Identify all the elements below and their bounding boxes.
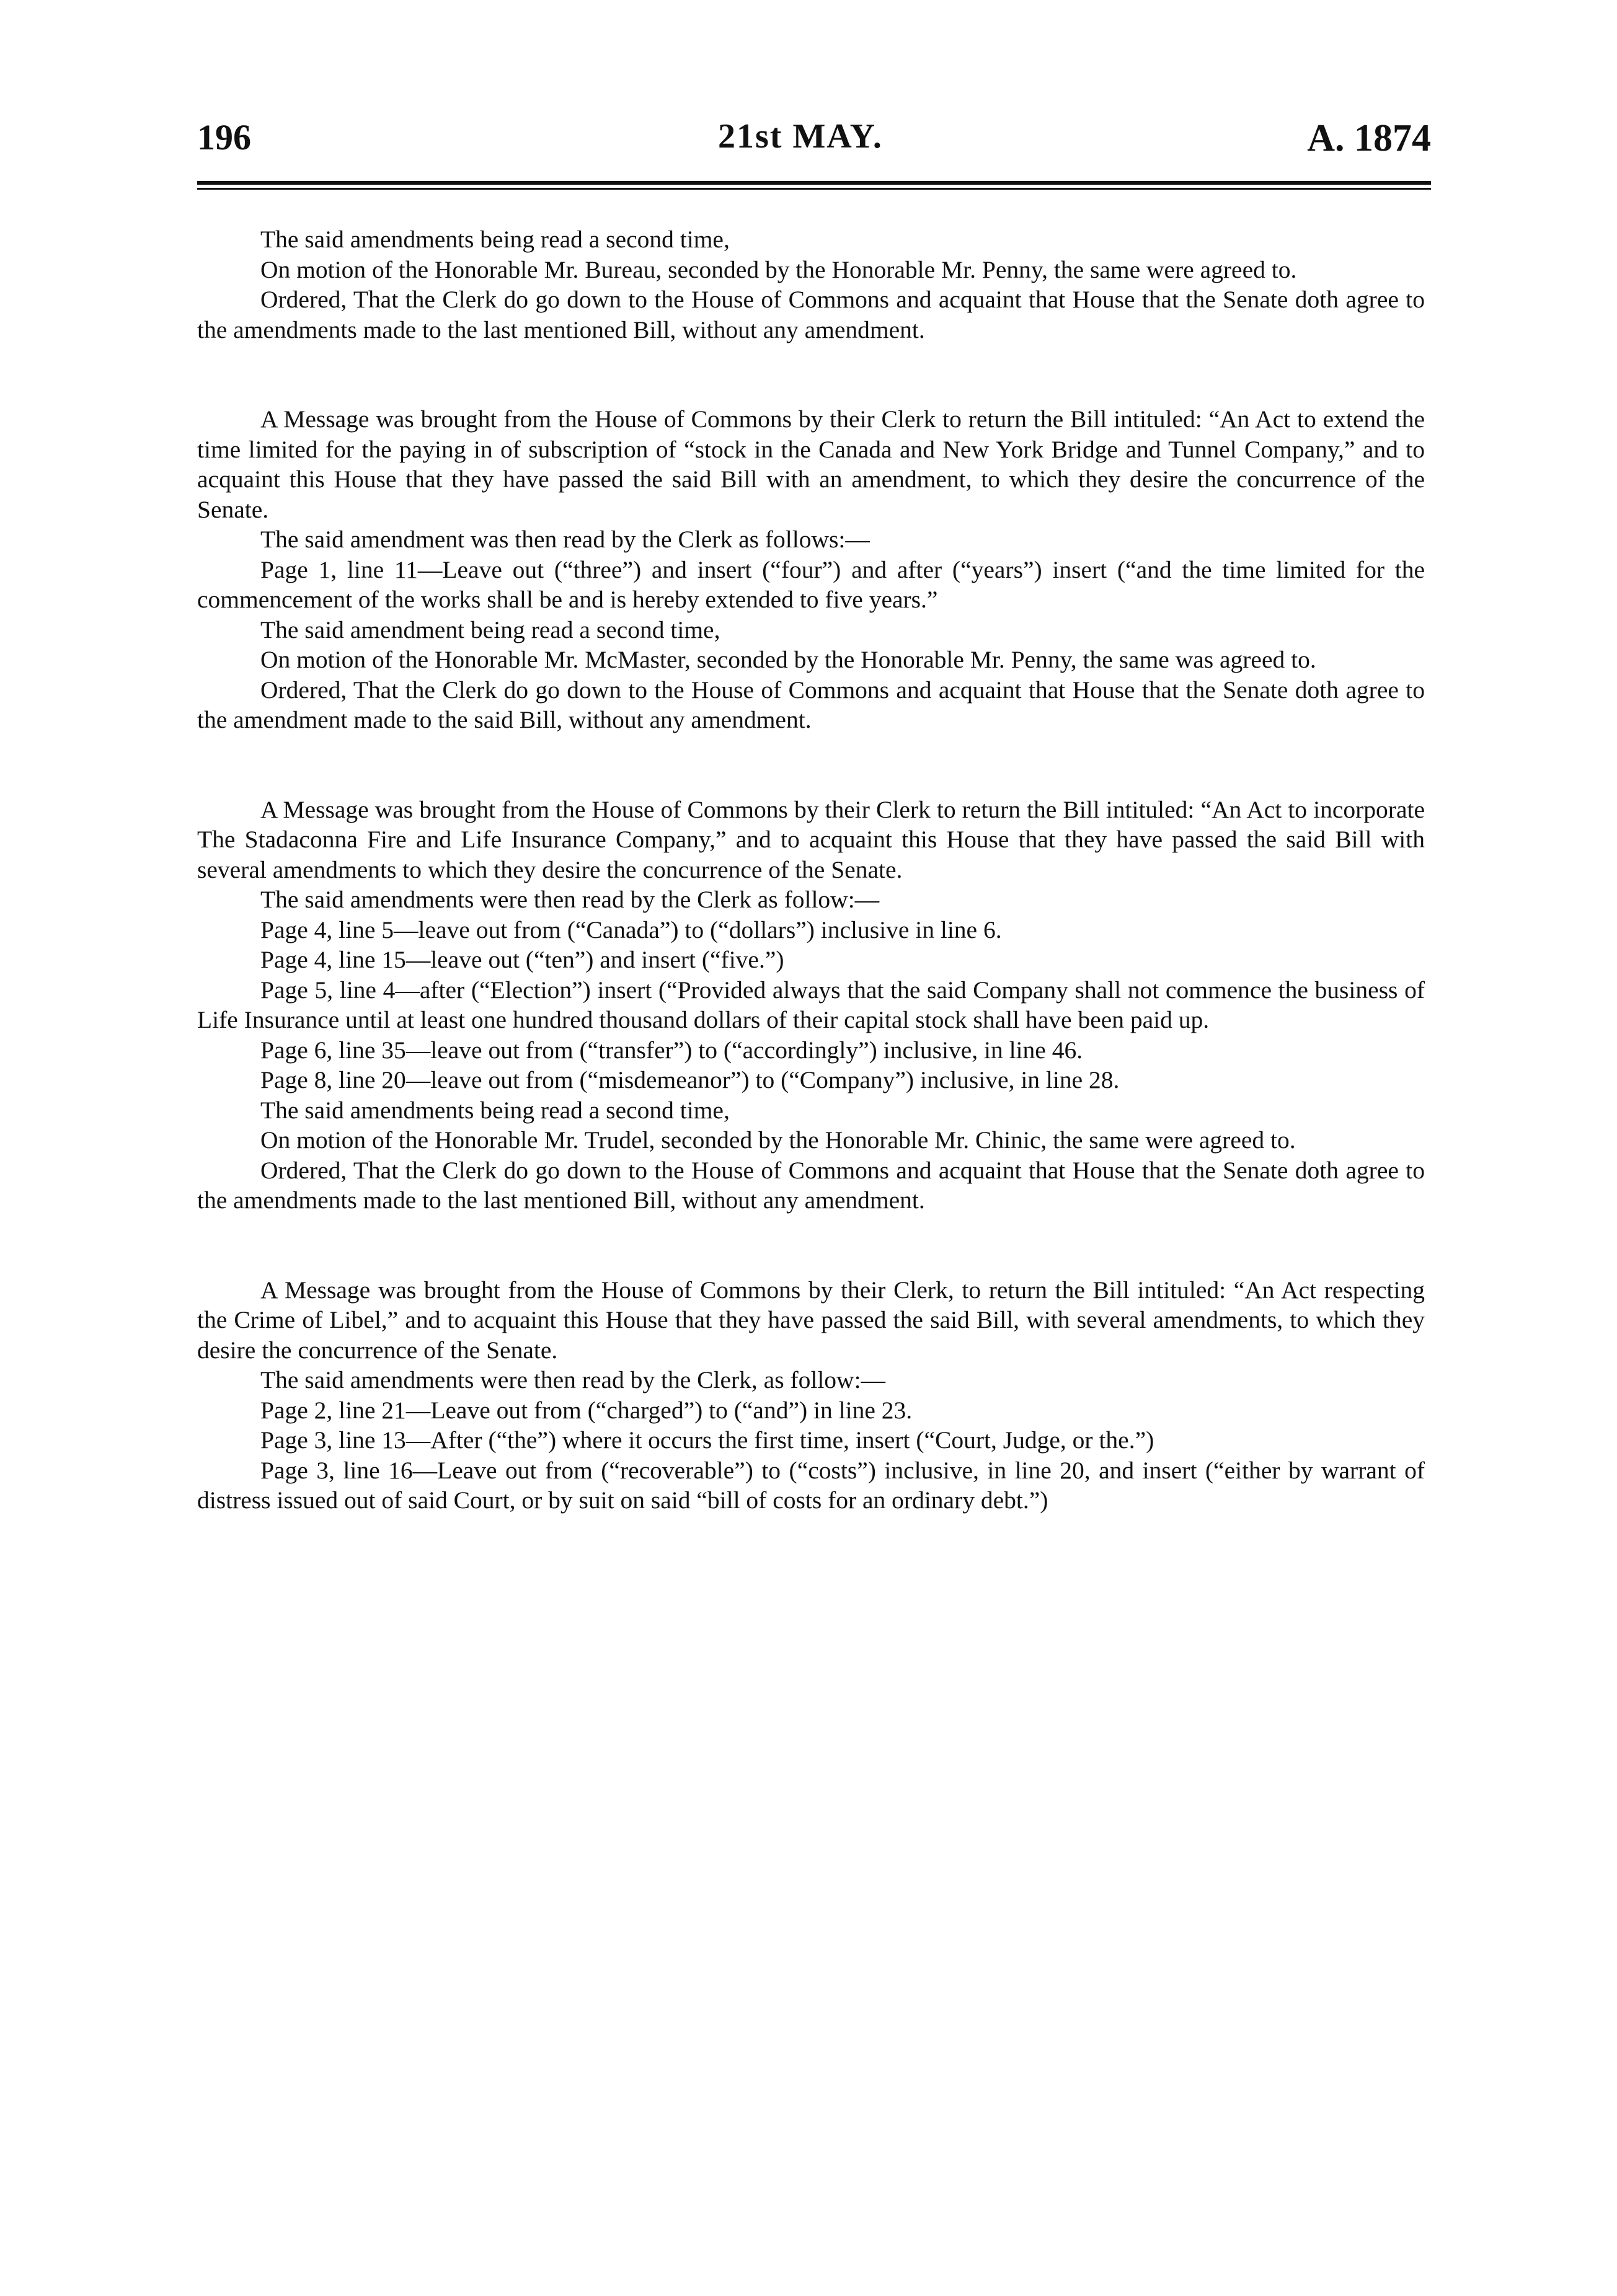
paragraph: On motion of the Honorable Mr. Bureau, seconded by the Honorable Mr. Penny, the same were agreed to. — [260, 255, 1297, 283]
paragraph: A Message was brought from the House of Commons by their Clerk to return the Bill intituled: “An Act to incorporate The Stadaconna Fire and Life Insurance Company,” and to acquaint this House that they have passed the said Bill with several amendments to which they desire the concurrence of the Senate. — [197, 795, 1425, 883]
paragraph: Ordered, That the Clerk do go down to the House of Commons and acquaint that House that the Senate doth agree to the amendments made to the last mentioned Bill, without any amendment. — [197, 1156, 1425, 1214]
paragraph: Ordered, That the Clerk do go down to the House of Commons and acquaint that House that the Senate doth agree to the amendment made to the said Bill, without any amendment. — [197, 676, 1425, 733]
paragraph: Page 8, line 20—leave out from (“misdemeanor”) to (“Company”) inclusive, in line 28. — [260, 1066, 1120, 1093]
section-spacer — [197, 735, 1425, 795]
page-header — [197, 117, 1431, 185]
header-rule-thin — [197, 188, 1431, 190]
page-year: A. 1874 — [1307, 117, 1431, 159]
section-3 — [197, 795, 1425, 1216]
paragraph: On motion of the Honorable Mr. Trudel, seconded by the Honorable Mr. Chinic, the same were agreed to. — [260, 1126, 1296, 1154]
paragraph: A Message was brought from the House of Commons by their Clerk to return the Bill intituled: “An Act to extend the time limited for the paying in of subscription of “stock in the Canada and New York Bridge and Tunnel Company,” and to acquaint this House that they have passed the said Bill with an amendment, to which they desire the concurrence of the Senate. — [197, 405, 1425, 523]
paragraph: A Message was brought from the House of Commons by their Clerk, to return the Bill intituled: “An Act respecting the Crime of Libel,” and to acquaint this House that they have passed the said Bill, with several amendments, to which they desire the concurrence of the Senate. — [197, 1276, 1425, 1364]
paragraph: Page 6, line 35—leave out from (“transfer”) to (“accordingly”) inclusive, in line 46. — [260, 1036, 1083, 1064]
journal-body — [197, 224, 1425, 1516]
paragraph: The said amendments being read a second time, — [260, 226, 730, 253]
paragraph: The said amendments were then read by the Clerk as follow:— — [260, 886, 880, 913]
paragraph: On motion of the Honorable Mr. McMaster, seconded by the Honorable Mr. Penny, the same was agreed to. — [260, 646, 1316, 673]
header-rule-thick — [197, 181, 1431, 185]
section-spacer — [197, 345, 1425, 404]
paragraph: Page 1, line 11—Leave out (“three”) and insert (“four”) and after (“years”) insert (“and the time limited for the commencement of the works shall be and is hereby extended to five years.” — [197, 555, 1425, 613]
paragraph: Page 2, line 21—Leave out from (“charged”) to (“and”) in line 23. — [260, 1396, 913, 1424]
section-4 — [197, 1275, 1425, 1516]
section-2 — [197, 404, 1425, 735]
section-spacer — [197, 1216, 1425, 1275]
paragraph: Page 5, line 4—after (“Election”) insert (“Provided always that the said Company shall not commence the business of Life Insurance until at least one hundred thousand dollars of their capital stock shall have been paid up. — [197, 976, 1425, 1033]
paragraph: The said amendment was then read by the Clerk as follows:— — [260, 526, 870, 553]
paragraph: Page 3, line 13—After (“the”) where it occurs the first time, insert (“Court, Judge, or the.”) — [260, 1426, 1154, 1454]
paragraph: Ordered, That the Clerk do go down to the House of Commons and acquaint that House that the Senate doth agree to the amendments made to the last mentioned Bill, without any amendment. — [197, 286, 1425, 343]
paragraph: The said amendment being read a second time, — [260, 616, 720, 643]
page-number: 196 — [197, 117, 251, 157]
paragraph: Page 3, line 16—Leave out from (“recoverable”) to (“costs”) inclusive, in line 20, and insert (“either by warrant of distress issued out of said Court, or by suit on said “bill of costs for an ordinary debt.”) — [197, 1456, 1425, 1514]
paragraph: The said amendments were then read by the Clerk, as follow:— — [260, 1366, 886, 1393]
paragraph: Page 4, line 5—leave out from (“Canada”) to (“dollars”) inclusive in line 6. — [260, 916, 1002, 943]
section-1 — [197, 224, 1425, 345]
page-date: 21st MAY. — [718, 117, 883, 156]
paragraph: The said amendments being read a second time, — [260, 1096, 730, 1124]
paragraph: Page 4, line 15—leave out (“ten”) and insert (“five.”) — [260, 946, 784, 973]
